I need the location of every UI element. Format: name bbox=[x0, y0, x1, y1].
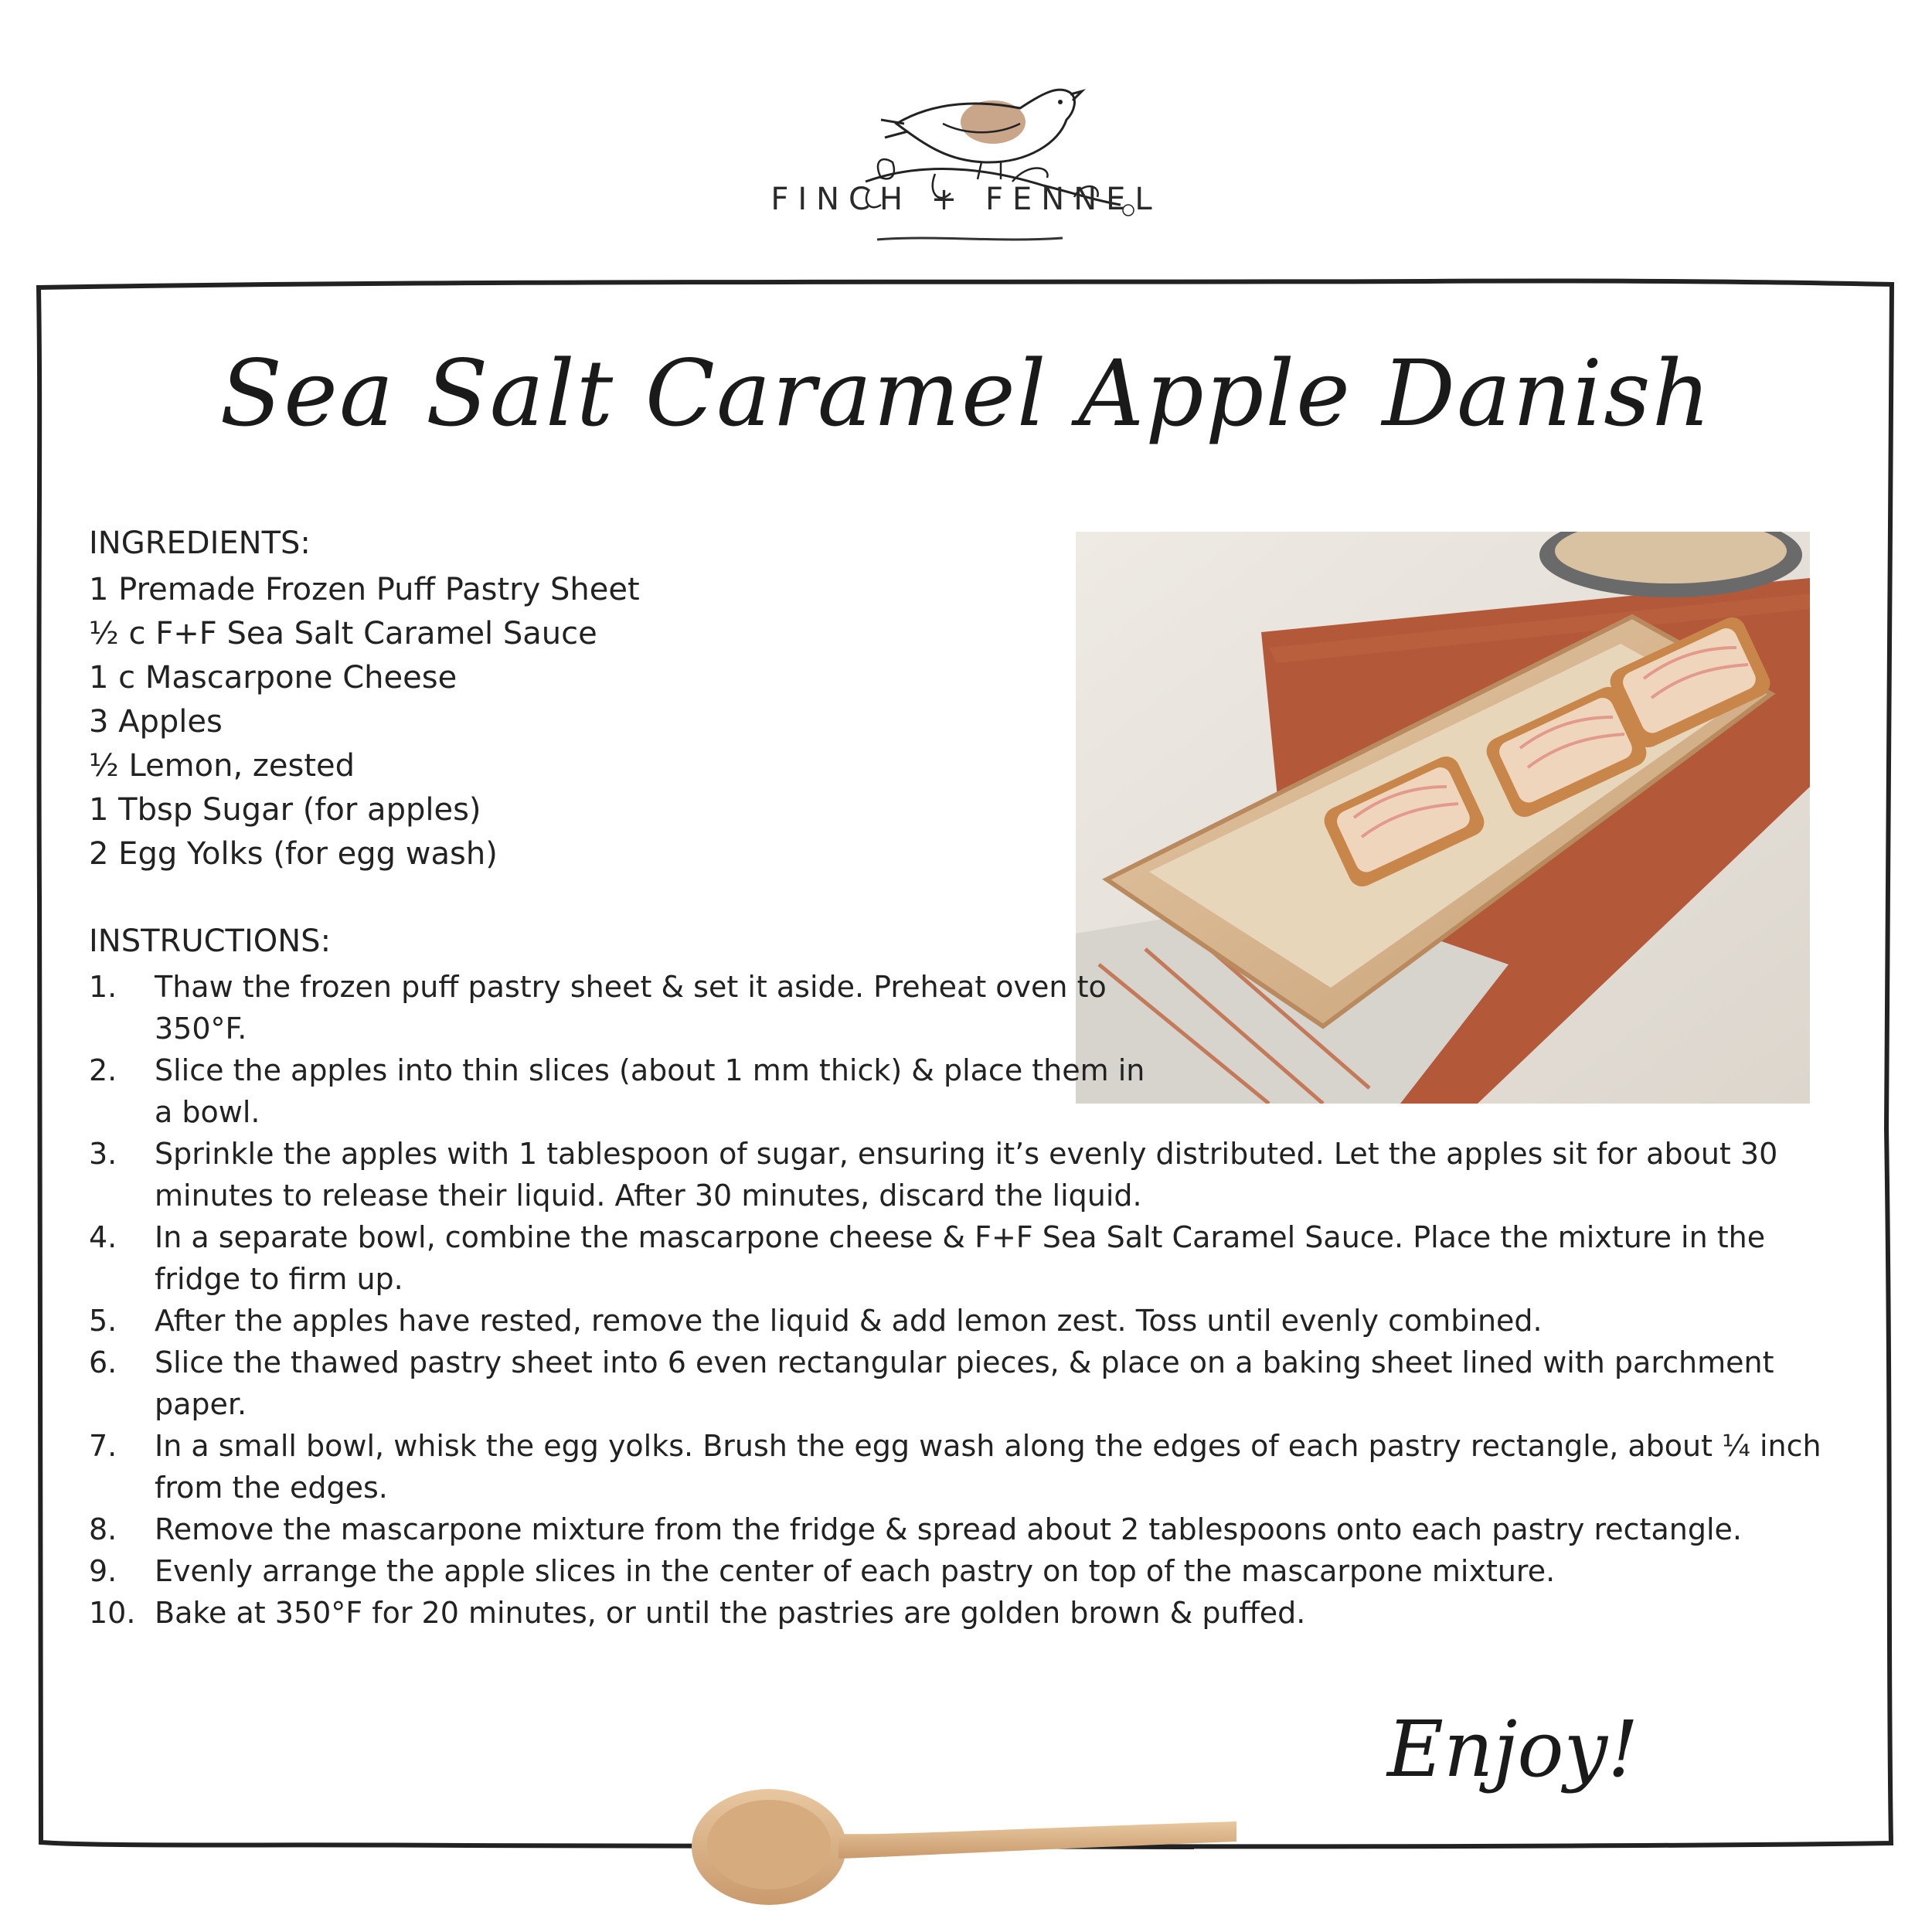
step-number: 7. bbox=[89, 1429, 117, 1463]
recipe-title: Sea Salt Caramel Apple Danish bbox=[219, 340, 1713, 447]
brand-underline bbox=[873, 232, 1066, 247]
instruction-step bbox=[89, 1509, 1859, 1550]
step-number: 1. bbox=[89, 970, 117, 1004]
ingredients-heading: INGREDIENTS: bbox=[89, 526, 311, 561]
step-number: 5. bbox=[89, 1304, 117, 1338]
ingredient-item: 1 Tbsp Sugar (for apples) bbox=[89, 792, 481, 828]
step-number: 8. bbox=[89, 1512, 117, 1546]
ingredient-list bbox=[89, 568, 640, 876]
instruction-step bbox=[89, 1049, 1159, 1133]
step-text: Slice the thawed pastry sheet into 6 even rectangular pieces, & place on a baking sheet lined with parchment paper. bbox=[155, 1345, 1774, 1421]
step-text: Bake at 350°F for 20 minutes, or until the pastries are golden brown & puffed. bbox=[155, 1596, 1306, 1630]
closing-signature: Enjoy! bbox=[1387, 1704, 1639, 1794]
instruction-steps bbox=[89, 966, 1859, 1634]
step-number: 10. bbox=[89, 1596, 136, 1630]
instruction-step bbox=[89, 1550, 1859, 1592]
step-text: Slice the apples into thin slices (about 1 mm thick) & place them in a bowl. bbox=[155, 1053, 1145, 1129]
instruction-step bbox=[89, 1133, 1859, 1216]
step-text: Sprinkle the apples with 1 tablespoon of sugar, ensuring it’s evenly distributed. Let the apples sit for about 30 minutes to release their liquid. After 30 minutes, discard the liquid. bbox=[155, 1137, 1778, 1213]
step-text: After the apples have rested, remove the liquid & add lemon zest. Toss until evenly combined. bbox=[155, 1304, 1543, 1338]
instruction-step bbox=[89, 966, 1159, 1049]
step-text: In a small bowl, whisk the egg yolks. Brush the egg wash along the edges of each pastry rectangle, about ¼ inch from the edges. bbox=[155, 1429, 1821, 1505]
instruction-step bbox=[89, 1300, 1859, 1342]
step-text: In a separate bowl, combine the mascarpone cheese & F+F Sea Salt Caramel Sauce. Place the mixture in the fridge to firm up. bbox=[155, 1220, 1766, 1296]
step-number: 4. bbox=[89, 1220, 117, 1254]
instruction-step bbox=[89, 1216, 1859, 1300]
instruction-step bbox=[89, 1342, 1859, 1425]
instruction-step bbox=[89, 1592, 1859, 1634]
brand-name: FINCH + FENNEL bbox=[770, 182, 1162, 217]
brand-logo bbox=[850, 46, 1144, 247]
ingredient-item: ½ Lemon, zested bbox=[89, 748, 355, 784]
step-number: 2. bbox=[89, 1053, 117, 1087]
wooden-spoon-icon bbox=[688, 1774, 1244, 1909]
instructions-heading: INSTRUCTIONS: bbox=[89, 923, 332, 959]
step-number: 6. bbox=[89, 1345, 117, 1379]
ingredient-item: 3 Apples bbox=[89, 704, 223, 740]
ingredient-item: 1 c Mascarpone Cheese bbox=[89, 660, 457, 696]
ingredient-item: 1 Premade Frozen Puff Pastry Sheet bbox=[89, 572, 640, 607]
instruction-step bbox=[89, 1425, 1859, 1509]
step-number: 9. bbox=[89, 1554, 117, 1588]
ingredient-item: 2 Egg Yolks (for egg wash) bbox=[89, 836, 498, 872]
ingredient-item: ½ c F+F Sea Salt Caramel Sauce bbox=[89, 616, 597, 651]
step-number: 3. bbox=[89, 1137, 117, 1171]
step-text: Evenly arrange the apple slices in the center of each pastry on top of the mascarpone mixture. bbox=[155, 1554, 1556, 1588]
step-text: Remove the mascarpone mixture from the fridge & spread about 2 tablespoons onto each pastry rectangle. bbox=[155, 1512, 1742, 1546]
bird-on-branch-icon bbox=[850, 46, 1144, 247]
step-text: Thaw the frozen puff pastry sheet & set it aside. Preheat oven to 350°F. bbox=[155, 970, 1107, 1046]
